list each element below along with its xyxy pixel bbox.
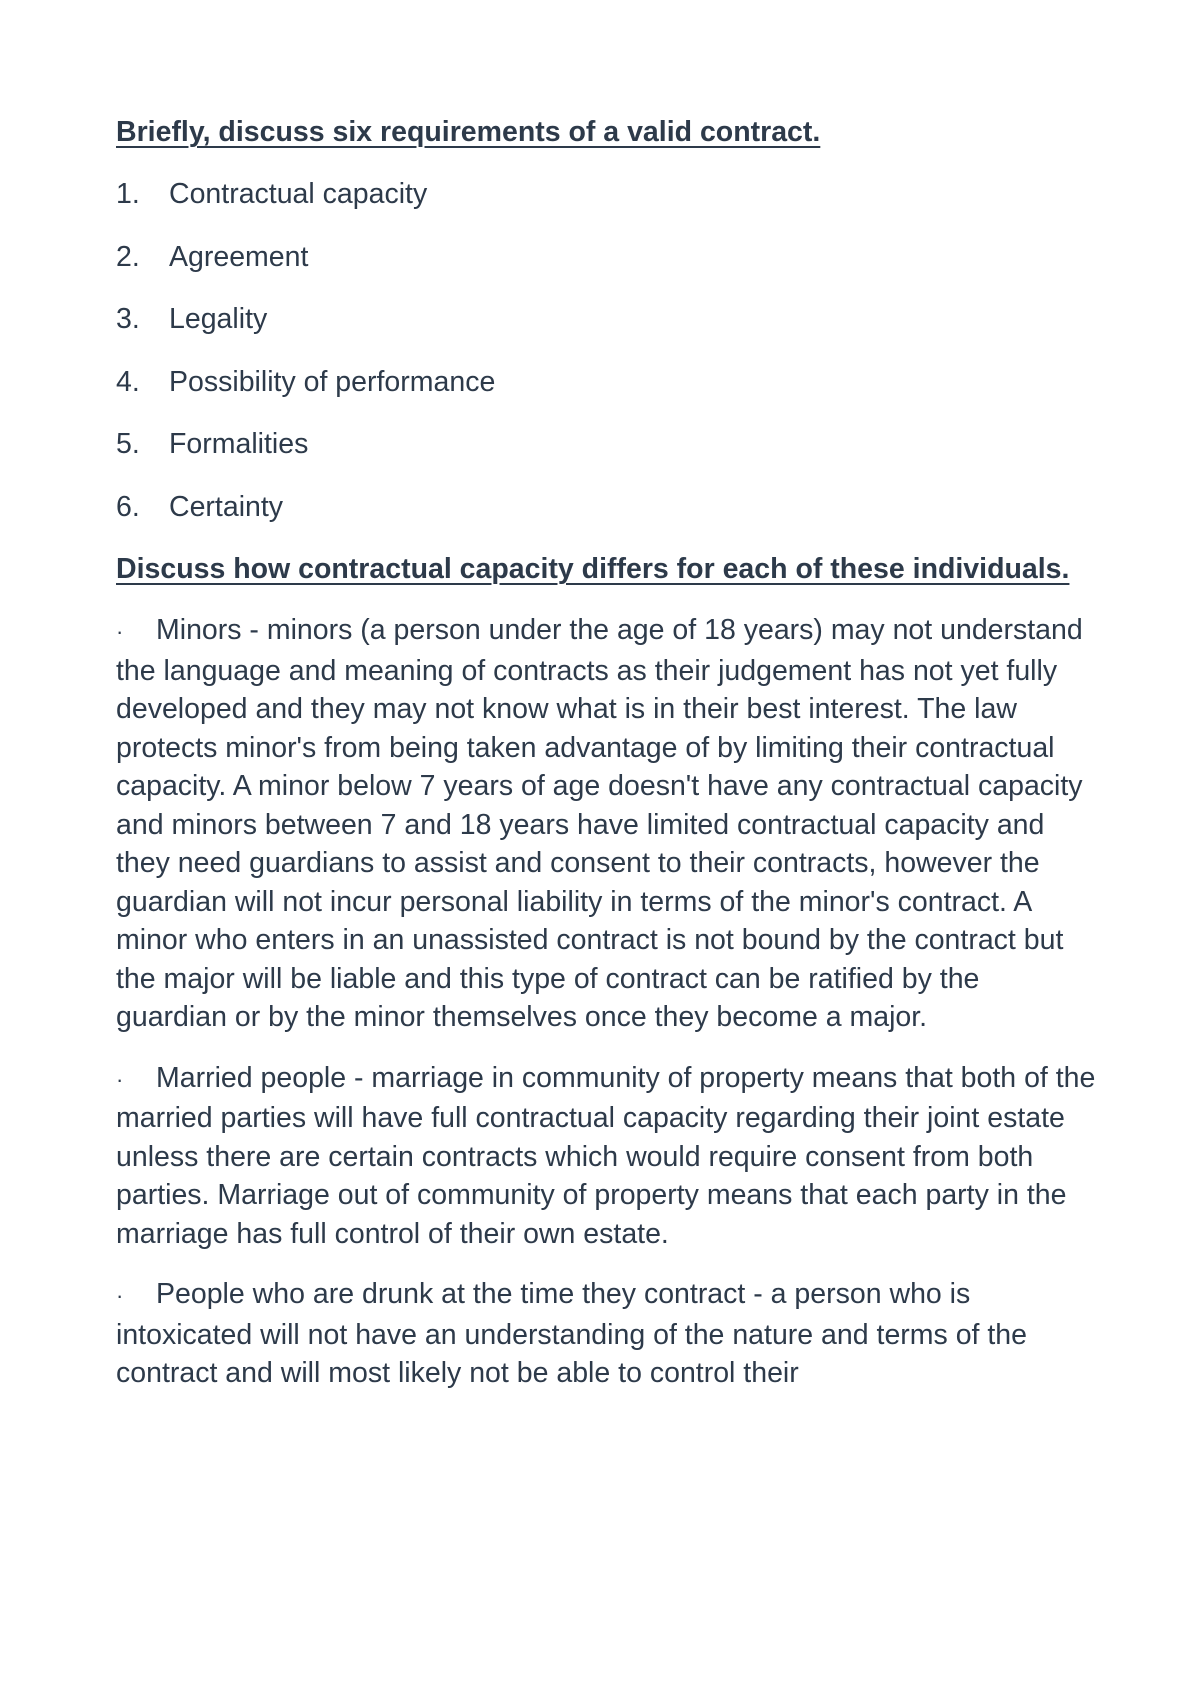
list-item-text: Certainty	[169, 490, 284, 523]
list-item-number: 1.	[116, 178, 140, 210]
list-item	[116, 174, 1096, 214]
paragraph-intoxicated-people	[116, 1275, 1096, 1393]
list-item-number: 3.	[116, 303, 140, 335]
paragraph-text: Minors - minors (a person under the age of 18 years) may not understand the language and meaning of contracts as their judgement has not yet fully developed and they may not know what is in their best interest. The law protects minor's from being taken advantage of by limiting their contractual capacity. A minor below 7 years of age doesn't have any contractual capacity and minors between 7 and 18 years have limited contractual capacity and they need guardians to assist and consent to their contracts, however the guardian will not incur personal liability in terms of the minor's contract. A minor who enters in an unassisted contract is not bound by the contract but the major will be liable and this type of contract can be ratified by the guardian or by the minor themselves once they become a major.	[116, 614, 1083, 1033]
list-item	[116, 237, 1096, 277]
requirements-list	[116, 174, 1096, 527]
list-item-number: 2.	[116, 240, 140, 273]
document-page	[116, 112, 1096, 1415]
list-item	[116, 424, 1096, 464]
list-item-number: 5.	[116, 428, 140, 460]
list-item-text: Agreement	[169, 240, 309, 273]
paragraph-minors	[116, 611, 1096, 1037]
paragraph-text: People who are drunk at the time they contract - a person who is intoxicated will not have an understanding of the nature and terms of the contract and will most likely not be able to control their	[116, 1278, 1027, 1389]
heading-contractual-capacity: Discuss how contractual capacity differs for each of these individuals.	[116, 553, 1070, 585]
list-item	[116, 362, 1096, 402]
list-item-number: 4.	[116, 365, 140, 398]
bullet-icon: ·	[116, 1283, 124, 1308]
bullet-icon: ·	[116, 1066, 124, 1092]
heading-requirements: Briefly, discuss six requirements of a valid contract.	[116, 116, 821, 148]
list-item-text: Legality	[169, 303, 268, 335]
list-item	[116, 299, 1096, 339]
list-item-number: 6.	[116, 490, 140, 523]
list-item-text: Contractual capacity	[169, 178, 428, 210]
paragraph-text: Married people - marriage in community of property means that both of the married parties will have full contractual capacity regarding their joint estate unless there are certain contracts which would require consent from both parties. Marriage out of community of property means that each party in the marriage has full control of their own estate.	[116, 1061, 1096, 1250]
bullet-icon: ·	[116, 619, 124, 644]
list-item	[116, 487, 1096, 527]
paragraph-married-people	[116, 1059, 1096, 1254]
list-item-text: Possibility of performance	[169, 365, 496, 398]
list-item-text: Formalities	[169, 428, 309, 460]
